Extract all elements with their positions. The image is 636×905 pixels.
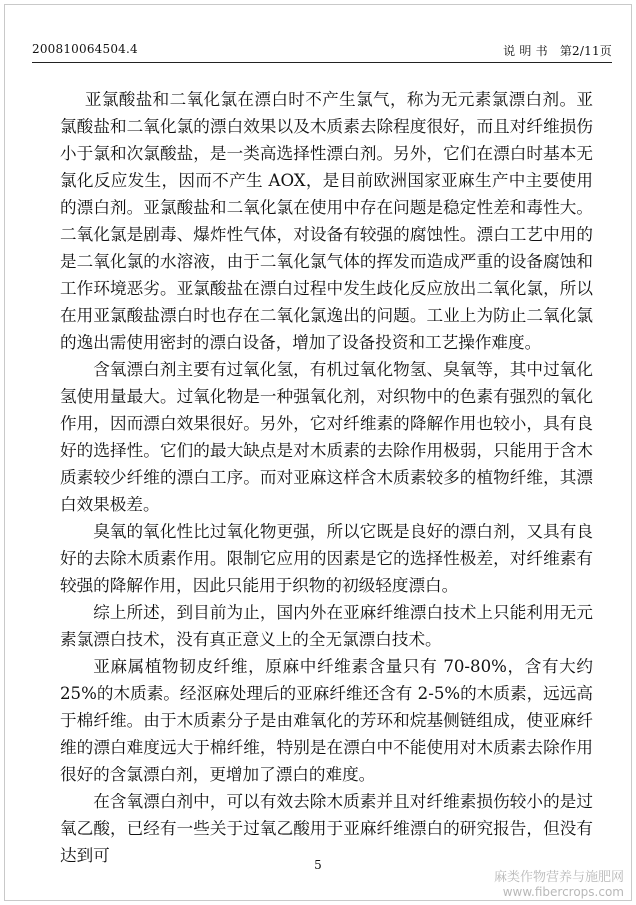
page-label: 第2/11页 [559,44,612,58]
paragraph-4: 综上所述，到目前为止，国内外在亚麻纤维漂白技术上只能利用无元素氯漂白技术，没有真正意义上的全无氯漂白技术。 [60,603,593,649]
paragraph-3: 臭氧的氧化性比过氧化物更强，所以它既是良好的漂白剂，又具有良好的去除木质素作用。限制它应用的因素是它的选择性极差，对纤维素有较强的降解作用，因此只能用于织物的初级轻度漂白。 [60,522,593,595]
paragraph-1: 亚氯酸盐和二氧化氯在漂白时不产生氯气，称为无元素氯漂白剂。亚氯酸盐和二氧化氯的漂白效果以及木质素去除程度很好，而且对纤维损伤小于氯和次氯酸盐，是一类高选择性漂白剂。另外，它们在漂白时基本无氯化反应发生，因而不产生 AOX，是目前欧洲国家亚麻生产中主要使用的漂白剂。亚氯酸盐和二氧化氯在使用中存在问题是稳定性差和毒性大。二氧化氯是剧毒、爆炸性气体，对设备有较强的腐蚀性。漂白工艺中用的是二氧化氯的水溶液，由于二氧化氯气体的挥发而造成严重的设备腐蚀和工作环境恶劣。亚氯酸盐在漂白过程中发生歧化反应放出二氧化氯，所以在用亚氯酸盐漂白时也存在二氧化氯逸出的问题。工业上为防止二氧化氯的逸出需使用密封的漂白设备，增加了设备投资和工艺操作难度。 [60,90,593,352]
watermark [494,871,624,899]
document-title: 说 明 书 [503,44,548,58]
document-number: 200810064504.4 [32,42,138,56]
header-rule [32,62,612,63]
paragraph-2: 含氧漂白剂主要有过氧化氢，有机过氧化物氢、臭氧等，其中过氧化氢使用量最大。过氧化物是一种强氧化剂，对织物中的色素有强烈的氧化作用，因而漂白效果很好。另外，它对纤维素的降解作用也较小，具有良好的选择性。它们的最大缺点是对木质素的去除作用极弱，只能用于含木质素较少纤维的漂白工序。而对亚麻这样含木质素较多的植物纤维，其漂白效果极差。 [60,360,593,514]
page-number: 5 [314,858,322,872]
paragraph-6: 在含氧漂白剂中，可以有效去除木质素并且对纤维素损伤较小的是过氧乙酸，已经有一些关于过氧乙酸用于亚麻纤维漂白的研究报告，但没有达到可 [60,792,593,865]
header-right [503,42,612,59]
body-text [60,86,593,869]
watermark-site-name: 麻类作物营养与施肥网 [493,870,624,885]
paragraph-5: 亚麻属植物韧皮纤维，原麻中纤维素含量只有 70-80%，含有大约 25%的木质素。经沤麻处理后的亚麻纤维还含有 2-5%的木质素，远远高于棉纤维。由于木质素分子是由难氧化的芳环和烷基侧链组成，使亚麻纤维的漂白难度远大于棉纤维，特别是在漂白中不能使用对木质素去除作用很好的含氯漂白剂，更增加了漂白的难度。 [60,657,593,784]
watermark-url: www.fibercrops.com [502,885,624,899]
